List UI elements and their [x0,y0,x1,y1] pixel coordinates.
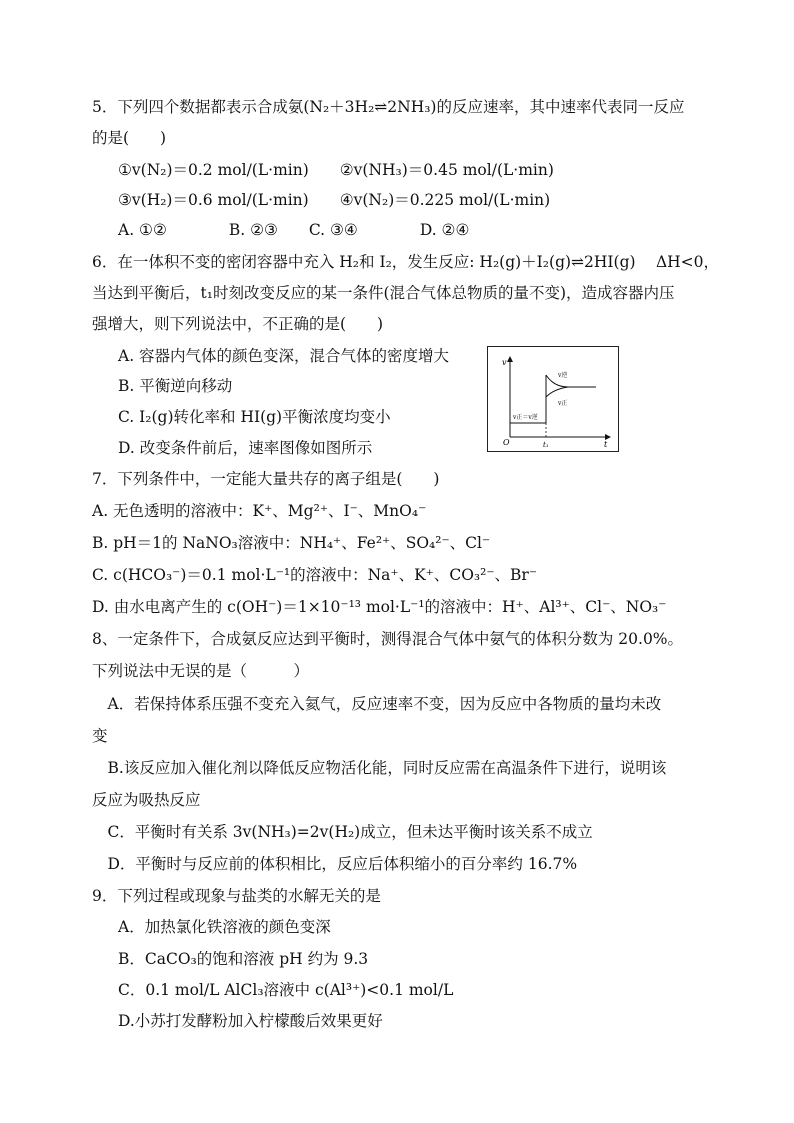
equal-rate-label: v正＝v逆 [513,414,538,421]
y-axis-label: v [502,358,507,367]
q5-stem-line2: 的是( ) [92,129,167,147]
q5-data-row1: ①v(N₂)＝0.2 mol/(L·min) ②v(NH₃)＝0.45 mol/(L·min) [118,161,554,179]
q8-option-a-line2: 变 [92,727,108,745]
q9-option-b: B．CaCO₃的饱和溶液 pH 约为 9.3 [118,950,369,968]
q6-option-d: D. 改变条件前后，速率图像如图所示 [118,439,373,457]
q7-option-c: C. c(HCO₃⁻)＝0.1 mol·L⁻¹的溶液中：Na⁺、K⁺、CO₃²⁻、Br⁻ [92,566,537,584]
q6-option-a: A. 容器内气体的颜色变深，混合气体的密度增大 [118,347,450,365]
q6-stem-line1: 6．在一体积不变的密闭容器中充入 H₂和 I₂，发生反应: H₂(g)＋I₂(g)⇌2HI(g) ΔH<0， [92,253,720,271]
rate-time-graph [488,347,618,451]
v-forward-curve [546,387,568,397]
origin-label: O [503,438,510,447]
q7-option-d: D. 由水电离产生的 c(OH⁻)＝1×10⁻¹³ mol·L⁻¹的溶液中：H⁺、Al³⁺、Cl⁻、NO₃⁻ [92,598,667,616]
q8-stem-line2: 下列说法中无误的是（ ） [92,662,310,680]
q8-option-c: C．平衡时有关系 3v(NH₃)=2v(H₂)成立，但未达平衡时该关系不成立 [92,823,593,841]
v-forward-label: v正 [558,400,568,407]
q7-option-b: B. pH＝1的 NaNO₃溶液中：NH₄⁺、Fe²⁺、SO₄²⁻、Cl⁻ [92,534,491,552]
v-reverse-label: v逆 [558,372,568,379]
q9-option-c: C．0.1 mol/L AlCl₃溶液中 c(Al³⁺)<0.1 mol/L [118,981,454,999]
q9-option-d: D.小苏打发酵粉加入柠檬酸后效果更好 [118,1012,383,1030]
q9-option-a: A．加热氯化铁溶液的颜色变深 [118,918,331,936]
q6-stem-line2: 当达到平衡后，t₁时刻改变反应的某一条件(混合气体总物质的量不变)，造成容器内压 [92,284,675,302]
q8-option-d: D．平衡时与反应前的体积相比，反应后体积缩小的百分率约 16.7% [92,855,578,873]
q6-stem-line3: 强增大，则下列说法中，不正确的是( ) [92,315,384,333]
q7-stem: 7．下列条件中，一定能大量共存的离子组是( ) [92,470,440,488]
q8-option-b-line2: 反应为吸热反应 [92,791,201,809]
q7-option-a: A. 无色透明的溶液中：K⁺、Mg²⁺、I⁻、MnO₄⁻ [92,502,427,520]
q5-stem-line1: 5．下列四个数据都表示合成氨(N₂＋3H₂⇌2NH₃)的反应速率，其中速率代表同一反应 [92,98,685,116]
q8-option-b-line1: B.该反应加入催化剂以降低反应物活化能，同时反应需在高温条件下进行，说明该 [92,759,667,777]
q6-option-b: B. 平衡逆向移动 [118,377,233,395]
t1-label: t₁ [543,441,549,449]
q8-stem-line1: 8、一定条件下，合成氨反应达到平衡时，测得混合气体中氨气的体积分数为 20.0%。 [92,630,684,648]
q5-data-row2: ③v(H₂)＝0.6 mol/(L·min) ④v(N₂)＝0.225 mol/(L·min) [118,191,551,209]
v-reverse-curve [546,375,596,387]
x-axis-label: t [604,440,608,449]
q9-stem: 9．下列过程或现象与盐类的水解无关的是 [92,887,381,905]
q8-option-a-line1: A．若保持体系压强不变充入氦气，反应速率不变，因为反应中各物质的量均未改 [92,695,662,713]
rate-time-figure [487,346,619,452]
q6-option-c: C. I₂(g)转化率和 HI(g)平衡浓度均变小 [118,408,391,426]
q5-options: A. ①② B. ②③ C. ③④ D. ②④ [118,221,470,239]
